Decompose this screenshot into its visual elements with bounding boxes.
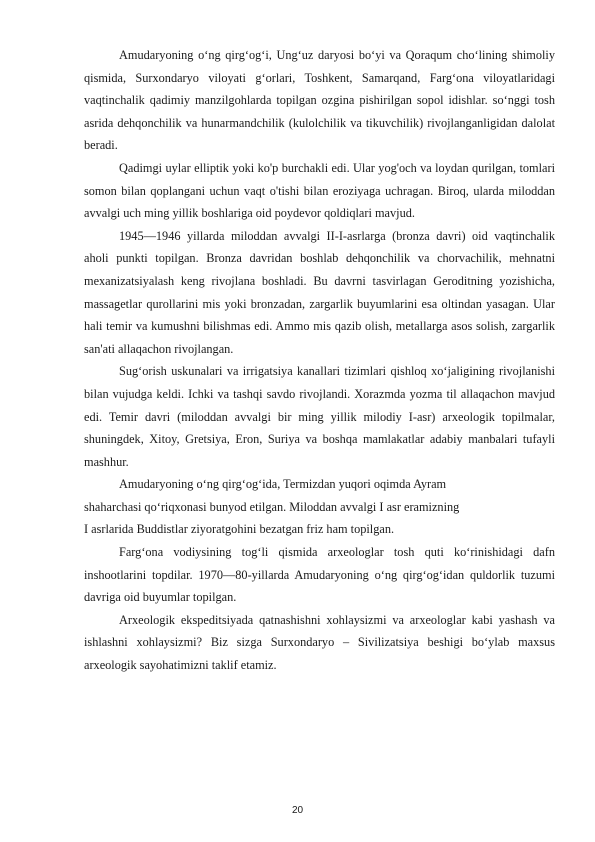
paragraph-amudaryo-settlements: Amudaryoning o‘ng qirg‘og‘i, Ung‘uz daryosi bo‘yi va Qoraqum cho‘lining shimoliy qismida, Surxondaryo viloyati g‘orlari, Toshkent, Samarqand, Farg‘ona viloyatlaridagi vaqtinchalik qadimiy manzilgohlarda topilgan ozgina pishirilgan sopol idishlar. so‘nggi tosh asrida dehqonchilik va hunarmandchilik (kulolchilik va tikuvchilik) rivojlanganligidan dalolat beradi. bbox=[84, 48, 555, 153]
paragraph-ayram-line-3: I asrlarida Buddistlar ziyoratgohini bezatgan friz ham topilgan. bbox=[84, 522, 395, 537]
document-body bbox=[84, 44, 555, 677]
paragraph-fergana-burials: Farg‘ona vodiysining tog‘li qismida arxeologlar tosh quti ko‘rinishidagi dafn inshootlarini topdilar. 1970—80-yillarda Amudaryoning o‘ng qirg‘og‘idan quldorlik tuzumi davriga oid buyumlar topilgan. bbox=[84, 545, 555, 605]
page-number: 20 bbox=[291, 805, 304, 816]
paragraph-expedition-invite: Arxeologik ekspeditsiyada qatnashishni xohlaysizmi va arxeologlar kabi yashash va ishlashni xohlaysizmi? Biz sizga Surxondaryo – Sivilizatsiya beshigi bo‘ylab maxsus arxeologik sayohatimizni taklif etamiz. bbox=[84, 612, 555, 673]
paragraph-irrigation-iron-age: Sug‘orish uskunalari va irrigatsiya kanallari tizimlari qishloq xo‘jaligining rivojlanishi bilan vujudga keldi. Ichki va tashqi savdo rivojlandi. Xorazmda yozma til allaqachon mavjud edi. Temir davri (miloddan avvalgi bir ming yillik milodiy I-asr) arxeologik topilmalar, shuningdek, Xitoy, Gretsiya, Eron, Suriya va boshqa mamlakatlar adabiy manbalari tufayli mashhur. bbox=[84, 364, 555, 469]
paragraph-ayram-line-2: shaharchasi qo‘riqxonasi bunyod etilgan. Miloddan avvalgi I asr eramizning bbox=[84, 499, 460, 514]
paragraph-ayram-line-1: Amudaryoning o‘ng qirg‘og‘ida, Termizdan yuqori oqimda Ayram bbox=[119, 477, 447, 492]
paragraph-bronze-age: 1945—1946 yillarda miloddan avvalgi II-I-asrlarga (bronza davri) oid vaqtinchalik aholi punkti topilgan. Bronza davridan boshlab dehqonchilik va chorvachilik, mehnatni mexanizatsiyalash keng rivojlana boshladi. Bu davrni tasvirlagan Geroditning yozishicha, massagetlar qurollarini mis yoki bronzadan, zargarlik buyumlarini esa oltindan yasagan. Ular hali temir va kumushni bilishmas edi. Ammo mis qazib olish, metallarga asos solish, zargarlik san'ati allaqachon rivojlangan. bbox=[84, 228, 555, 356]
paragraph-ancient-houses: Qadimgi uylar elliptik yoki ko'p burchakli edi. Ular yog'och va loydan qurilgan, tomlari somon bilan qoplangani uchun vaqt o'tishi bilan eroziyaga uchragan. Biroq, ularda miloddan avvalgi uch ming yillik boshlariga oid poydevor qoldiqlari mavjud. bbox=[84, 160, 555, 221]
